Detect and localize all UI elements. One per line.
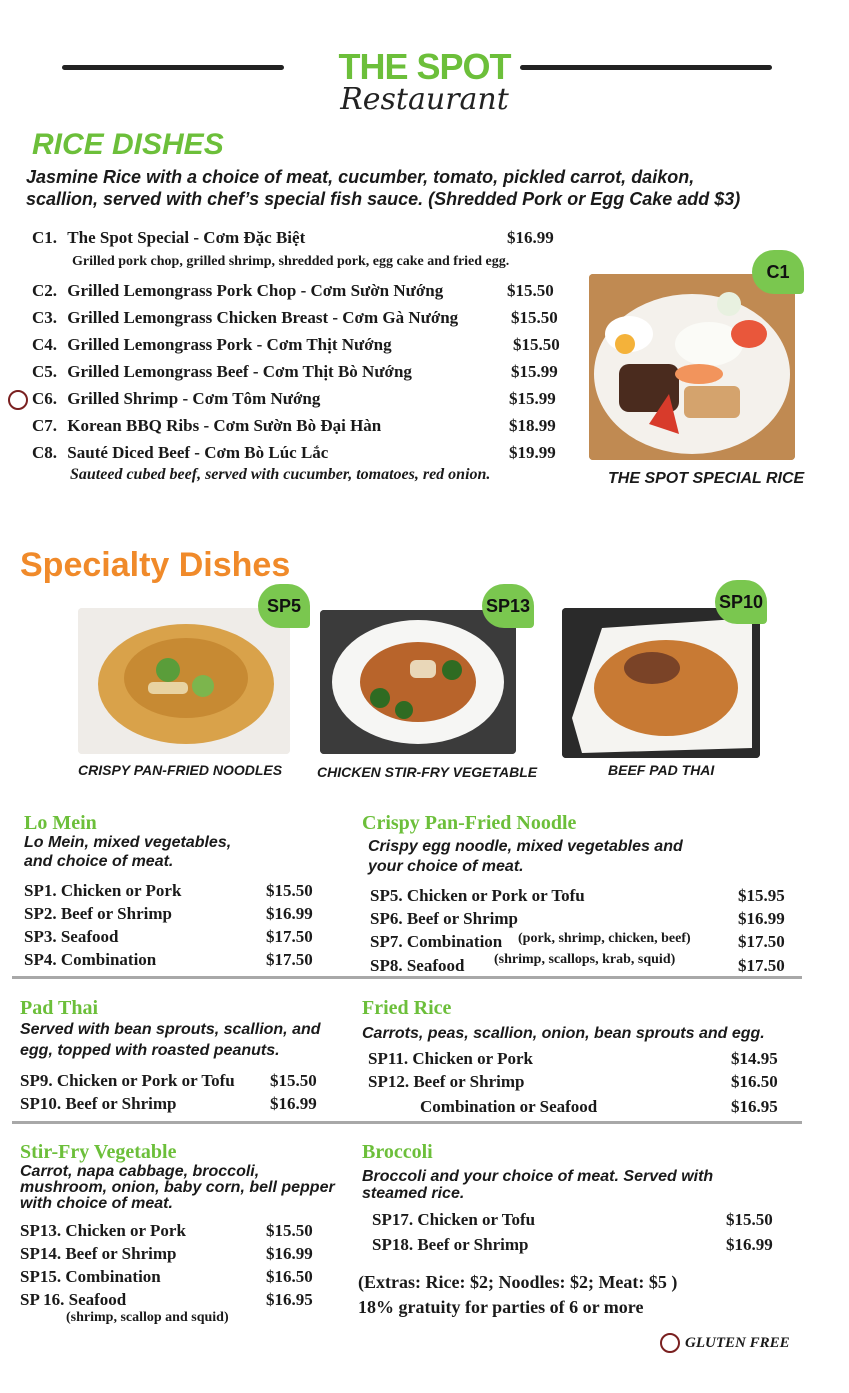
price-sp6: $16.99	[738, 909, 785, 928]
menu-item-sp13: SP13. Chicken or Pork	[20, 1221, 186, 1240]
lomein-title: Lo Mein	[24, 812, 97, 834]
item-name: Korean BBQ Ribs - Cơm Sườn Bò Đại Hàn	[67, 416, 382, 435]
padthai-desc-line1: Served with bean sprouts, scallion, and	[20, 1021, 321, 1038]
crispy-desc-line2: your choice of meat.	[368, 858, 524, 875]
item-code: C3.	[32, 308, 58, 327]
sp16-note: (shrimp, scallop and squid)	[66, 1310, 229, 1325]
price-c6: $15.99	[509, 389, 556, 408]
padthai-desc-line2: egg, topped with roasted peanuts.	[20, 1042, 280, 1059]
menu-item-sp9: SP9. Chicken or Pork or Tofu	[20, 1071, 235, 1090]
price-sp11: $14.95	[731, 1049, 778, 1068]
gluten-free-legend: GLUTEN FREE	[685, 1335, 790, 1351]
stir-fry-illustration	[320, 610, 516, 754]
gluten-free-icon	[8, 390, 28, 410]
menu-item-sp17: SP17. Chicken or Tofu	[372, 1210, 536, 1229]
broccoli-title: Broccoli	[362, 1141, 433, 1163]
menu-item-c7	[32, 416, 381, 436]
menu-item-c1	[32, 228, 305, 248]
menu-item-sp18: SP18. Beef or Shrimp	[372, 1235, 529, 1254]
divider-1	[12, 976, 802, 979]
price-sp14: $16.99	[266, 1244, 313, 1263]
crispy-noodle-illustration	[78, 608, 290, 754]
price-sp16: $16.95	[266, 1290, 313, 1309]
price-sp2: $16.99	[266, 904, 313, 923]
menu-item-c3	[32, 308, 458, 328]
price-sp17: $15.50	[726, 1210, 773, 1229]
gratuity-note: 18% gratuity for parties of 6 or more	[358, 1297, 644, 1317]
lomein-desc-line1: Lo Mein, mixed vegetables,	[24, 834, 232, 851]
menu-item-sp16: SP 16. Seafood	[20, 1290, 127, 1309]
brand-subtitle: Restaurant	[340, 82, 509, 117]
menu-item-c5	[32, 362, 412, 382]
price-c3: $15.50	[511, 308, 558, 327]
item-code: C8.	[32, 443, 58, 462]
menu-item-sp8: SP8. Seafood	[370, 956, 465, 975]
sp5-photo	[78, 608, 290, 754]
price-c5: $15.99	[511, 362, 558, 381]
price-c4: $15.50	[513, 335, 560, 354]
gluten-free-legend-icon	[660, 1333, 680, 1353]
sp10-badge: SP10	[715, 580, 767, 624]
rice-plate-illustration	[589, 274, 795, 460]
price-sp12: $16.50	[731, 1072, 778, 1091]
c1-note: Grilled pork chop, grilled shrimp, shredded pork, egg cake and fried egg.	[72, 254, 510, 269]
specialty-section-title: Specialty Dishes	[20, 546, 291, 584]
stirfry-title: Stir-Fry Vegetable	[20, 1141, 177, 1163]
item-name: Grilled Lemongrass Pork Chop - Cơm Sườn Nướng	[67, 281, 444, 300]
crispy-title: Crispy Pan-Fried Noodle	[362, 812, 577, 834]
sp5-badge: SP5	[258, 584, 310, 628]
price-sp8: $17.50	[738, 956, 785, 975]
menu-item-c2	[32, 281, 443, 301]
sp8-note: (shrimp, scallops, krab, squid)	[494, 952, 676, 967]
price-sp13: $15.50	[266, 1221, 313, 1240]
sp13-caption: CHICKEN STIR-FRY VEGETABLE	[317, 764, 538, 780]
item-code: C1.	[32, 228, 58, 247]
menu-item-c6	[32, 389, 320, 409]
item-code: C7.	[32, 416, 58, 435]
price-c2: $15.50	[507, 281, 554, 300]
item-name: Sauté Diced Beef - Cơm Bò Lúc Lắc	[67, 443, 329, 462]
menu-item-sp7: SP7. Combination	[370, 932, 503, 951]
menu-item-sp1: SP1. Chicken or Pork	[24, 881, 182, 900]
item-name: Grilled Lemongrass Chicken Breast - Cơm Gà Nướng	[67, 308, 459, 327]
price-c8: $19.99	[509, 443, 556, 462]
menu-item-sp15: SP15. Combination	[20, 1267, 161, 1286]
broccoli-desc-line2: steamed rice.	[362, 1185, 465, 1202]
menu-item-c8	[32, 443, 328, 463]
price-sp18: $16.99	[726, 1235, 773, 1254]
c8-note: Sauteed cubed beef, served with cucumber, tomatoes, red onion.	[70, 466, 491, 483]
sp13-badge: SP13	[482, 584, 534, 628]
pad-thai-illustration	[562, 608, 760, 758]
stirfry-desc-line2: mushroom, onion, baby corn, bell pepper	[20, 1179, 335, 1196]
price-combo-seafood: $16.95	[731, 1097, 778, 1116]
c1-photo-caption: THE SPOT SPECIAL RICE	[608, 470, 805, 487]
broccoli-desc-line1: Broccoli and your choice of meat. Served with	[362, 1168, 714, 1185]
c1-badge: C1	[752, 250, 804, 294]
stirfry-desc-line3: with choice of meat.	[20, 1195, 173, 1212]
item-name: Grilled Shrimp - Cơm Tôm Nướng	[67, 389, 321, 408]
menu-item-sp6: SP6. Beef or Shrimp	[370, 909, 518, 928]
item-name: Grilled Lemongrass Pork - Cơm Thịt Nướng	[67, 335, 392, 354]
item-code: C5.	[32, 362, 58, 381]
brand-logo: THE SPOT	[338, 46, 511, 87]
price-sp15: $16.50	[266, 1267, 313, 1286]
price-sp4: $17.50	[266, 950, 313, 969]
item-code: C2.	[32, 281, 58, 300]
item-name: The Spot Special - Cơm Đặc Biệt	[67, 228, 306, 247]
divider-2	[12, 1121, 802, 1124]
price-sp1: $15.50	[266, 881, 313, 900]
sp5-caption: CRISPY PAN-FRIED NOODLES	[78, 762, 283, 778]
sp13-photo	[320, 610, 516, 754]
rice-desc-line1: Jasmine Rice with a choice of meat, cucumber, tomato, pickled carrot, daikon,	[26, 167, 695, 187]
price-sp5: $15.95	[738, 886, 785, 905]
lomein-desc-line2: and choice of meat.	[24, 853, 174, 870]
menu-item-sp5: SP5. Chicken or Pork or Tofu	[370, 886, 585, 905]
price-sp9: $15.50	[270, 1071, 317, 1090]
price-c1: $16.99	[507, 228, 554, 247]
price-c7: $18.99	[509, 416, 556, 435]
menu-item-sp4: SP4. Combination	[24, 950, 157, 969]
sp10-photo	[562, 608, 760, 758]
price-sp3: $17.50	[266, 927, 313, 946]
rice-section-title: RICE DISHES	[32, 128, 224, 161]
padthai-title: Pad Thai	[20, 997, 98, 1019]
stirfry-desc-line1: Carrot, napa cabbage, broccoli,	[20, 1163, 260, 1180]
menu-item-combo-seafood: Combination or Seafood	[420, 1097, 598, 1116]
menu-item-c4	[32, 335, 392, 355]
menu-item-sp10: SP10. Beef or Shrimp	[20, 1094, 177, 1113]
menu-item-sp14: SP14. Beef or Shrimp	[20, 1244, 177, 1263]
crispy-desc-line1: Crispy egg noodle, mixed vegetables and	[368, 838, 683, 855]
price-sp10: $16.99	[270, 1094, 317, 1113]
friedrice-desc: Carrots, peas, scallion, onion, bean sprouts and egg.	[362, 1025, 765, 1042]
menu-item-sp12: SP12. Beef or Shrimp	[368, 1072, 525, 1091]
c1-photo	[589, 274, 795, 460]
extras-note: (Extras: Rice: $2; Noodles: $2; Meat: $5 )	[358, 1272, 678, 1292]
price-sp7: $17.50	[738, 932, 785, 951]
sp7-note: (pork, shrimp, chicken, beef)	[518, 931, 691, 946]
friedrice-title: Fried Rice	[362, 997, 452, 1019]
menu-item-sp11: SP11. Chicken or Pork	[368, 1049, 533, 1068]
sp10-caption: BEEF PAD THAI	[608, 762, 715, 778]
rice-desc-line2: scallion, served with chef’s special fish sauce. (Shredded Pork or Egg Cake add $3)	[26, 189, 741, 209]
item-code: C4.	[32, 335, 58, 354]
menu-item-sp2: SP2. Beef or Shrimp	[24, 904, 172, 923]
item-code: C6.	[32, 389, 58, 408]
menu-item-sp3: SP3. Seafood	[24, 927, 119, 946]
item-name: Grilled Lemongrass Beef - Cơm Thịt Bò Nướng	[67, 362, 412, 381]
